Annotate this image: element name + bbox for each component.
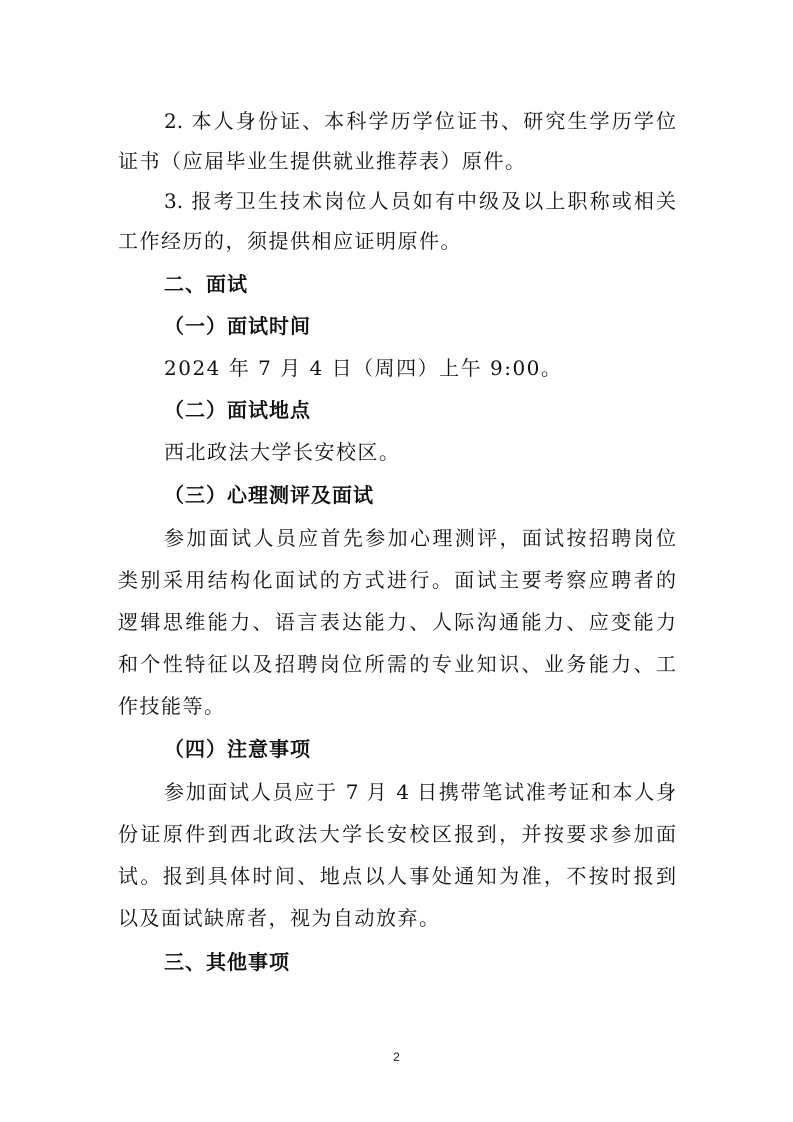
list-item-id-documents: 2. 本人身份证、本科学历学位证书、研究生学历学位 [164, 109, 676, 133]
paragraph-line: 份证原件到西北政法大学长安校区报到，并按要求参加面 [118, 822, 676, 846]
section-heading-interview: 二、面试 [164, 272, 248, 296]
paragraph-line: 参加面试人员应于 7 月 4 日携带笔试准考证和本人身 [164, 780, 676, 804]
subheading-notes: （四）注意事项 [164, 737, 311, 761]
interview-location-text: 西北政法大学长安校区。 [164, 440, 401, 464]
paragraph-line: 参加面试人员应首先参加心理测评，面试按招聘岗位 [164, 526, 676, 550]
paragraph-line: 以及面试缺席者，视为自动放弃。 [118, 906, 441, 930]
page-number: 2 [393, 1050, 400, 1064]
list-item-title-certificate: 3. 报考卫生技术岗位人员如有中级及以上职称或相关 [164, 189, 676, 213]
paragraph-line: 逻辑思维能力、语言表达能力、人际沟通能力、应变能力 [118, 610, 676, 634]
text-line: 证书（应届毕业生提供就业推荐表）原件。 [118, 149, 527, 173]
subheading-psych-test-interview: （三）心理测评及面试 [164, 483, 374, 507]
paragraph-line: 作技能等。 [118, 694, 226, 718]
paragraph-line: 试。报到具体时间、地点以人事处通知为准，不按时报到 [118, 864, 676, 888]
paragraph-line: 和个性特征以及招聘岗位所需的专业知识、业务能力、工 [118, 652, 676, 676]
paragraph-line: 类别采用结构化面试的方式进行。面试主要考察应聘者的 [118, 568, 676, 592]
interview-time-text: 2024 年 7 月 4 日（周四）上午 9:00。 [164, 356, 563, 380]
subheading-interview-location: （二）面试地点 [164, 398, 311, 422]
subheading-interview-time: （一）面试时间 [164, 314, 311, 338]
text-line: 工作经历的，须提供相应证明原件。 [118, 229, 462, 253]
section-heading-other-matters: 三、其他事项 [164, 950, 290, 974]
